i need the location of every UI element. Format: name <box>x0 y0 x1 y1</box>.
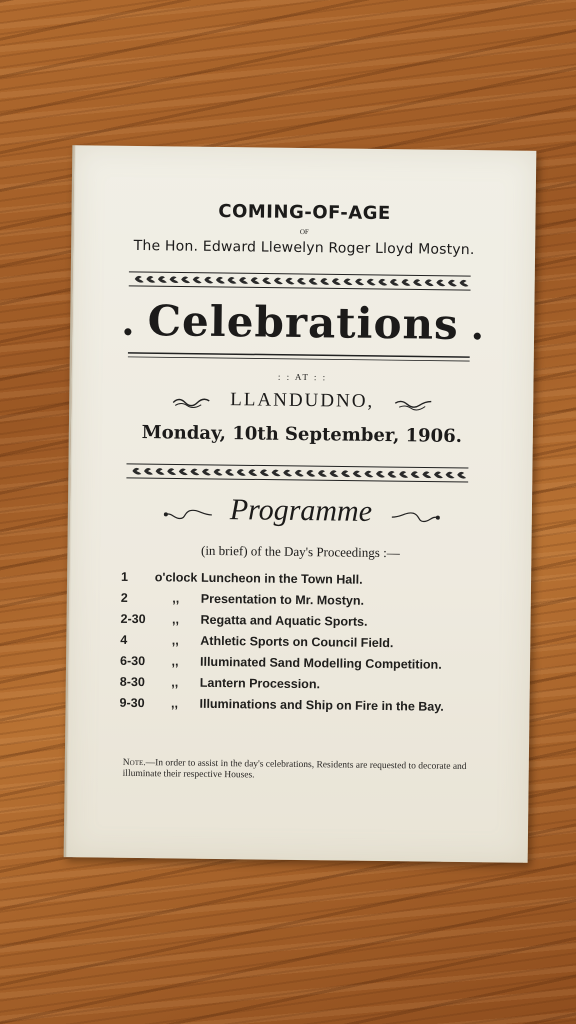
schedule-row <box>120 612 490 632</box>
leaf-ornament <box>156 468 165 475</box>
schedule-row <box>120 675 490 695</box>
programme-heading: Programme <box>229 493 373 528</box>
leaf-ornament <box>169 276 178 283</box>
ornamental-divider-bottom <box>126 462 468 484</box>
leaf-ornament <box>158 276 167 283</box>
heading-coming-of-age: COMING-OF-AGE <box>218 200 391 225</box>
leaf-ornament <box>306 470 315 477</box>
leaf-ornament <box>390 279 399 286</box>
schedule-event: Illuminated Sand Modelling Competition. <box>199 654 442 672</box>
schedule-event: Regatta and Aquatic Sports. <box>200 612 368 629</box>
leaf-ornament <box>248 469 257 476</box>
leaf-ornament <box>262 277 271 284</box>
leaf-ornament <box>413 279 422 286</box>
leaf-ornament <box>355 279 364 286</box>
schedule-row <box>120 633 490 653</box>
leaf-ornament <box>214 469 223 476</box>
leaf-ornament <box>144 468 153 475</box>
schedule-time: 2-30 <box>120 611 146 627</box>
leaf-ornament <box>237 469 246 476</box>
schedule-row <box>119 696 489 716</box>
leaf-ornament <box>295 470 304 477</box>
note-label: Note. <box>122 757 146 769</box>
schedule-time: 9-30 <box>119 695 145 711</box>
leaf-ornament <box>388 471 397 478</box>
leaf-ornament <box>146 276 155 283</box>
leaf-ornament <box>251 277 260 284</box>
schedule-time: 4 <box>120 632 128 647</box>
schedule-list <box>119 570 491 722</box>
leaf-ornament <box>193 277 202 284</box>
schedule-time: 8-30 <box>119 674 145 690</box>
schedule-event: Presentation to Mr. Mostyn. <box>200 591 365 608</box>
leaf-ornament <box>190 469 199 476</box>
leaf-ornament <box>364 471 373 478</box>
schedule-unit: ,, <box>172 612 180 627</box>
schedule-unit: ,, <box>172 591 180 606</box>
leaf-ornament <box>411 471 420 478</box>
leaf-ornament <box>167 468 176 475</box>
double-rule <box>128 352 470 364</box>
programme-leaflet <box>64 145 537 863</box>
leaf-ornament <box>353 471 362 478</box>
schedule-event: Athletic Sports on Council Field. <box>200 633 394 651</box>
honouree-name: The Hon. Edward Llewelyn Roger Lloyd Mostyn. <box>133 237 475 259</box>
leaf-ornament <box>204 277 213 284</box>
schedule-unit: ,, <box>170 696 179 711</box>
leaf-ornament <box>332 278 341 285</box>
leaf-ornament <box>227 277 236 284</box>
leaf-ornament <box>446 472 455 479</box>
leaf-ornament <box>341 470 350 477</box>
schedule-event: Illuminations and Ship on Fire in the Bay. <box>199 696 444 714</box>
leaf-ornament <box>202 469 211 476</box>
leaf-ornament <box>434 472 443 479</box>
residents-note <box>123 758 483 784</box>
schedule-row <box>121 570 491 590</box>
leaf-ornament <box>367 279 376 286</box>
leaf-ornament <box>216 277 225 284</box>
bullet-right: . <box>470 303 486 349</box>
schedule-row <box>120 654 490 674</box>
leaf-ornament <box>422 471 431 478</box>
leaf-ornament <box>283 470 292 477</box>
flourish-right-icon <box>390 509 442 526</box>
schedule-time: 6-30 <box>119 653 146 669</box>
schedule-unit: ,, <box>171 675 179 690</box>
leaf-ornament <box>225 469 234 476</box>
leaf-ornament <box>459 280 468 287</box>
celebrations-title <box>72 295 535 350</box>
leaf-ornament <box>181 276 190 283</box>
event-date: Monday, 10th September, 1906. <box>141 422 463 447</box>
bullet-left: . <box>121 298 136 344</box>
leaf-ornament <box>436 280 445 287</box>
ornamental-divider-top <box>129 270 471 292</box>
leaf-ornament <box>179 468 188 475</box>
leaf-ornament <box>274 278 283 285</box>
leaf-ornament <box>320 278 329 285</box>
leaf-ornament <box>285 278 294 285</box>
leaf-ornament <box>239 277 248 284</box>
schedule-time: 2 <box>120 590 128 605</box>
schedule-unit: ,, <box>171 654 179 669</box>
celebrations-text: Celebrations <box>147 296 460 349</box>
leaf-ornament <box>457 472 466 479</box>
leaf-ornament <box>425 279 434 286</box>
leaf-ornament <box>132 468 141 475</box>
leaf-ornament <box>343 278 352 285</box>
schedule-event: Lantern Procession. <box>199 675 321 692</box>
schedule-event: Luncheon in the Town Hall. <box>201 570 363 587</box>
leaf-ornament <box>135 276 144 283</box>
leaf-ornament <box>378 279 387 286</box>
leaf-ornament <box>376 471 385 478</box>
leaf-ornament <box>318 470 327 477</box>
leaf-ornament <box>330 470 339 477</box>
schedule-unit: ,, <box>171 633 179 648</box>
leaf-ornament <box>401 279 410 286</box>
leaf-ornament <box>260 469 269 476</box>
schedule-row <box>121 591 491 611</box>
leaf-ornament <box>297 278 306 285</box>
wave-ornament-right <box>393 397 433 411</box>
leaf-ornament <box>272 470 281 477</box>
leaf-ornament <box>309 278 318 285</box>
programme-subheading: (in brief) of the Day's Proceedings :— <box>200 542 400 561</box>
place-name: LLANDUDNO, <box>230 389 375 412</box>
at-line: : : AT : : <box>277 371 328 383</box>
heading-of: OF <box>299 227 309 237</box>
leaf-ornament <box>448 280 457 287</box>
leaf-ornament <box>399 471 408 478</box>
note-text: —In order to assist in the day's celebrations, Residents are requested to decorate and illuminate their respective Houses. <box>122 758 467 781</box>
schedule-unit: o'clock <box>154 570 198 585</box>
schedule-time: 1 <box>121 569 129 584</box>
